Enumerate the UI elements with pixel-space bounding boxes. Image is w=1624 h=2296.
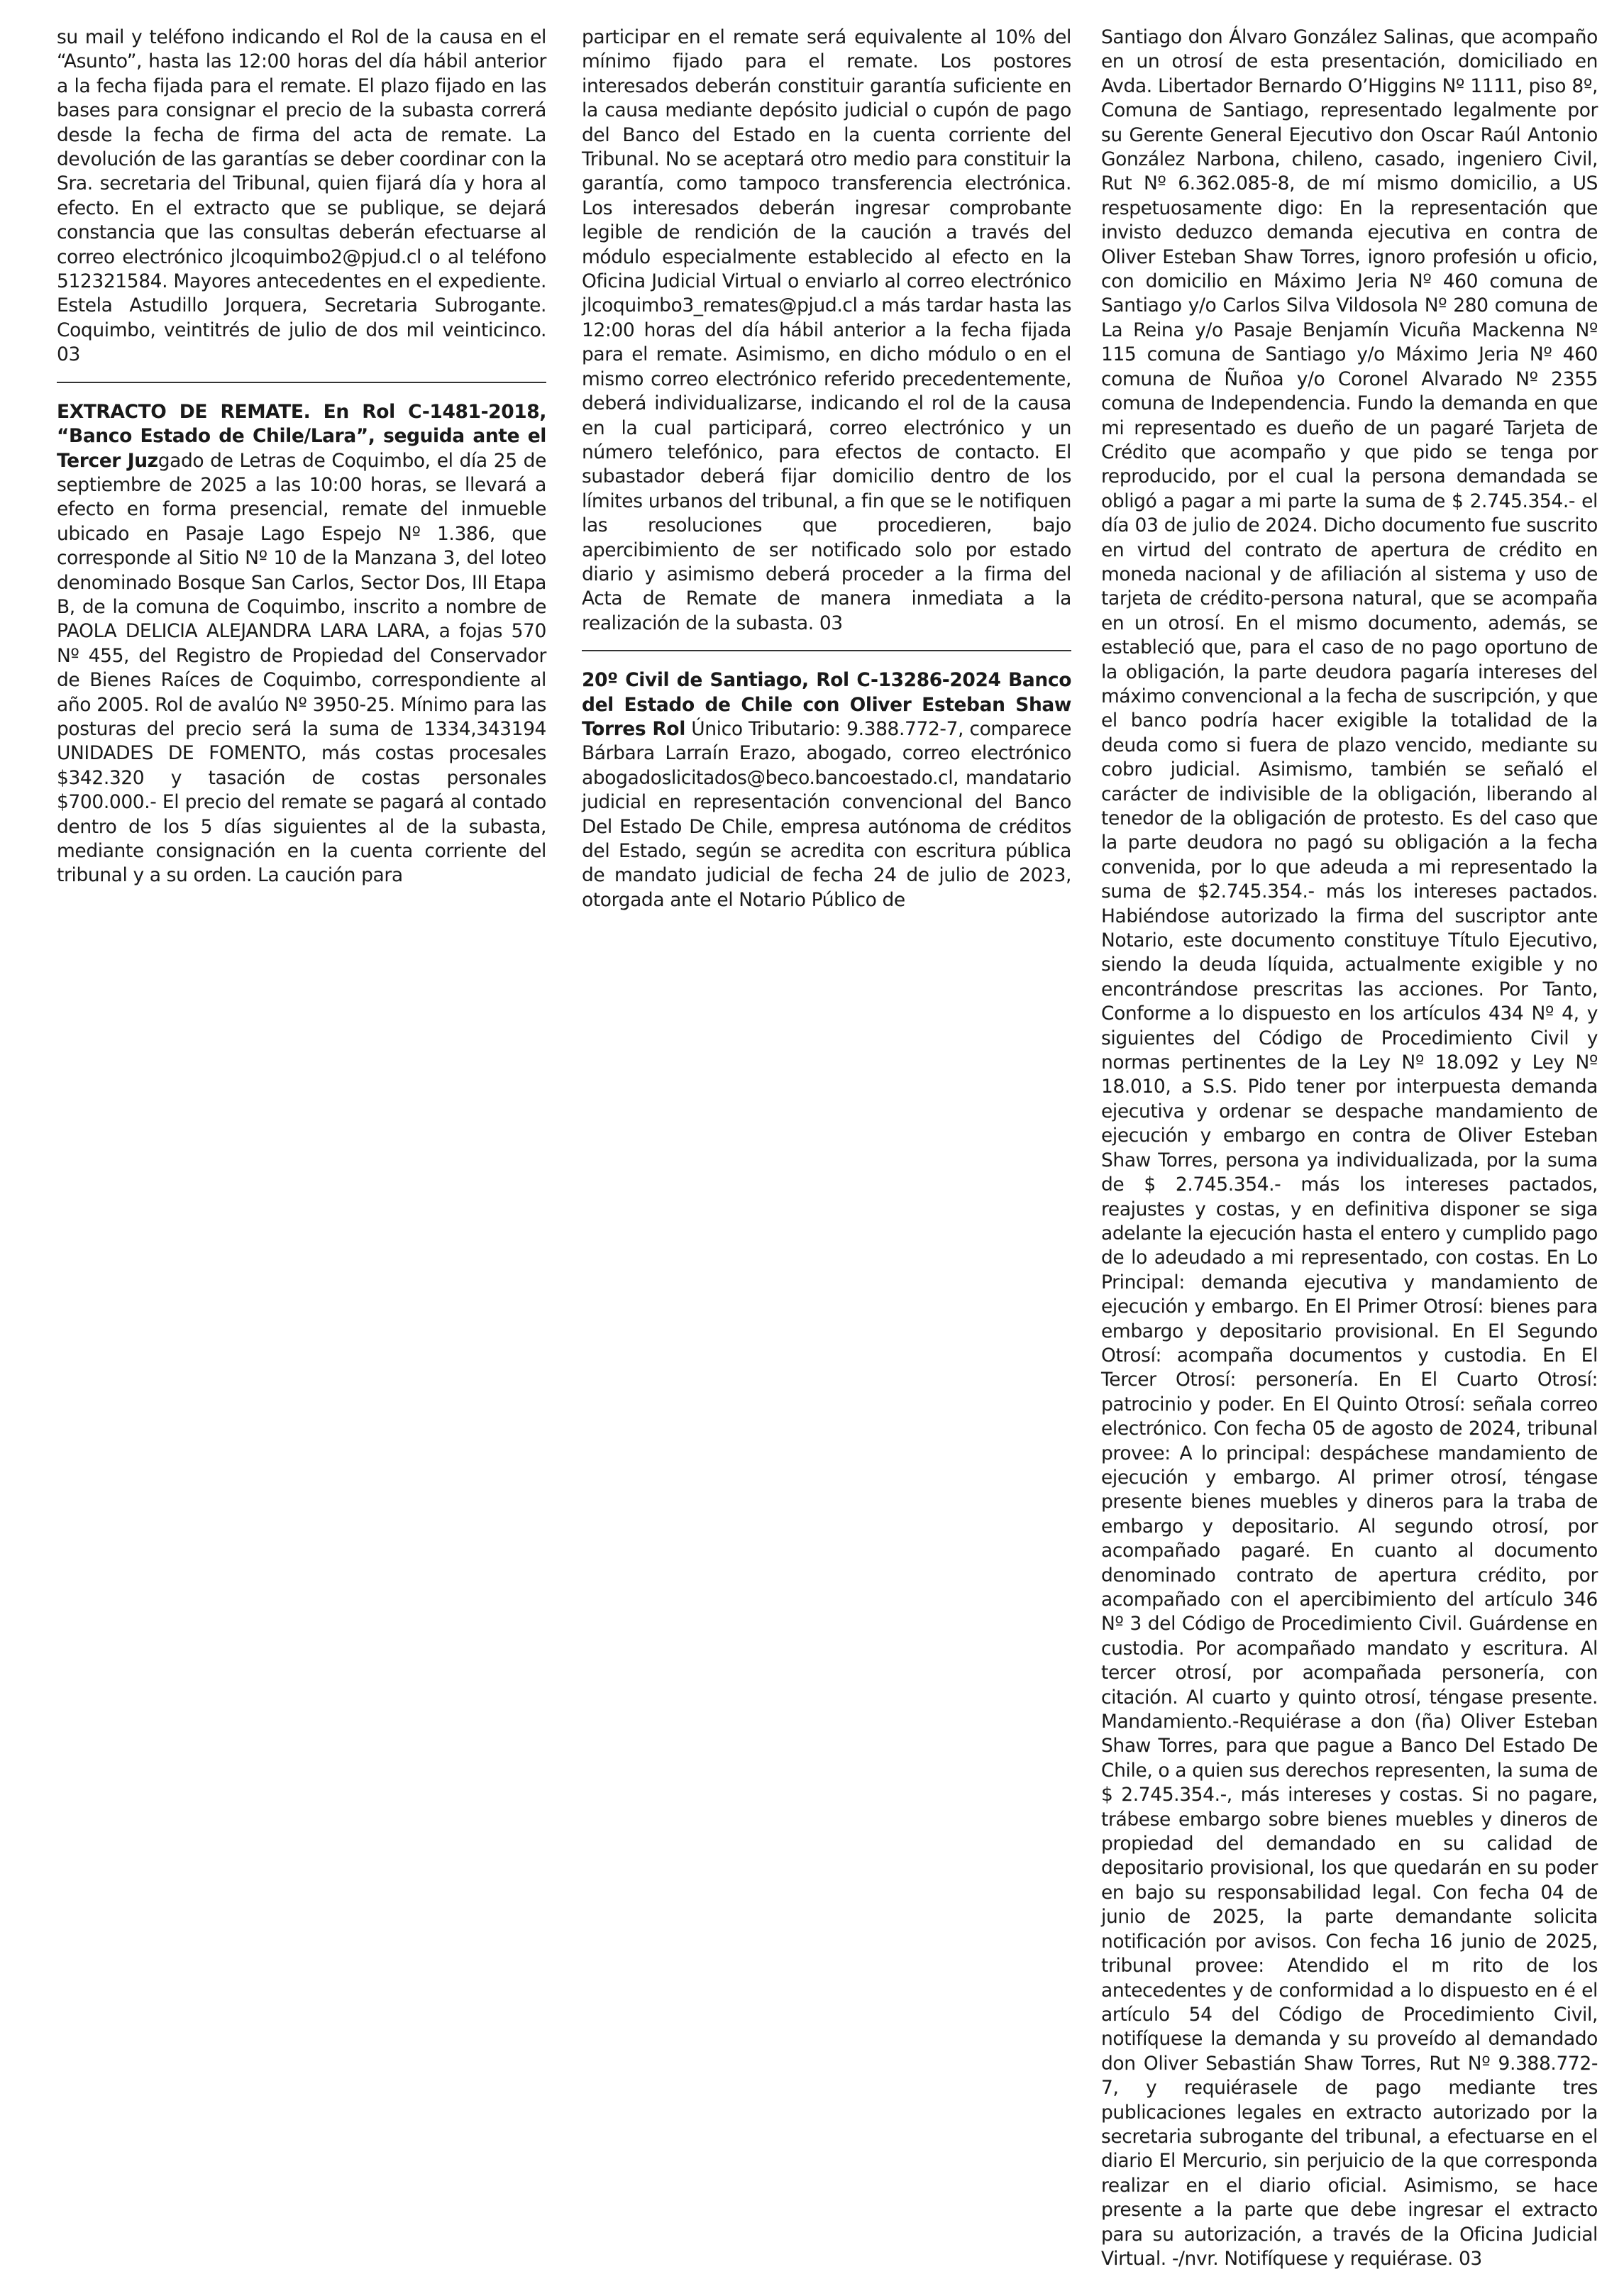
notice-3-continued: Santiago don Álvaro González Salinas, que acompaño en un otrosí de esta presentación, domiciliado en Avda. Libertador Bernardo O’Higgins Nº 1111, piso 8º, Comuna de Santiago, representado legalmente por su Gerente General Ejecutivo don Oscar Raúl Antonio González Narbona, chileno, casado, ingeniero Civil, Rut Nº 6.362.085-8, de mí mismo domicilio, a US respetuosamente digo: En la representación que invisto deduzco demanda ejecutiva en contra de Oliver Esteban Shaw Torres, ignoro profesión u oficio, con domicilio en Máximo Jeria Nº 460 comuna de Santiago y/o Carlos Silva Vildosola Nº 280 comuna de La Reina y/o Pasaje Benjamín Vicuña Mackenna Nº 115 comuna de Santiago y/o Máximo Jeria Nº 460 comuna de Ñuñoa y/o Coronel Alvarado Nº 2355 comuna de Independencia. Fundo la demanda en que mi representado es dueño de un pagaré Tarjeta de Crédito que acompaño y que pido se tenga por reproducido, por el cual la persona demandada se obligó a pagar a mi parte la suma de $ 2.745.354.- el día 03 de julio de 2024. Dicho documento fue suscrito en virtud del contrato de apertura de crédito en moneda nacional y de afiliación al sistema y uso de tarjeta de crédito-persona natural, que se acompaña en un otrosí. En el mismo documento, además, se estableció que, para el caso de no pago oportuno de la obligación, la parte deudora pagaría intereses del máximo convencional a la fecha de suscripción, y que el banco podría hacer exigible la totalidad de la deuda como si fuera de plazo vencido, mediante su cobro judicial. Asimismo, también se señaló el carácter de indivisible de la obligación, liberando al tenedor de la obligación de protesto. Es del caso que la parte deudora no pagó su obligación a la fecha convenida, por lo que adeuda a mi representado la suma de $2.745.354.- más los intereses pactados. Habiéndose autorizado la firma del suscriptor ante Notario, este documento constituye Título Ejecutivo, siendo la deuda líquida, actualmente exigible y no encontrándose prescritas las acciones. Por Tanto, Conforme a lo dispuesto en los artículos 434 Nº 4, y siguientes del Código de Procedimiento Civil y normas pertinentes de la Ley Nº 18.092 y Ley Nº 18.010, a S.S. Pido tener por interpuesta demanda ejecutiva y ordenar se despache mandamiento de ejecución y embargo en contra de Oliver Esteban Shaw Torres, persona ya individualizada, por la suma de $ 2.745.354.- más los intereses pactados, reajustes y costas, y en definitiva disponer se siga adelante la ejecución hasta el entero y cumplido pago de lo adeudado a mi representado, con costas. En Lo Principal: demanda ejecutiva y mandamiento de ejecución y embargo. En El Primer Otrosí: bienes para embargo y depositario provisional. En El Segundo Otrosí: acompaña documentos y custodia. En El Tercer Otrosí: personería. En El Cuarto Otrosí: patrocinio y poder. En El Quinto Otrosí: señala correo electrónico. Con fecha 05 de agosto de 2024, tribunal provee: A lo principal: despáchese mandamiento de ejecución y embargo. Al primer otrosí, téngase presente bienes muebles y dineros para la traba de embargo y depositario. Al segundo otrosí, por acompañado pagaré. En cuanto al documento denominado contrato de apertura crédito, por acompañado con el apercibimiento del artículo 346 Nº 3 del Código de Procedimiento Civil. Guárdense en custodia. Por acompañado mandato y escritura. Al tercer otrosí, por acompañada personería, con citación. Al cuarto y quinto otrosí, téngase presente. Mandamiento.-Requiérase a don (ña) Oliver Esteban Shaw Torres, para que pague a Banco Del Estado De Chile, o a quien sus derechos representen, la suma de $ 2.745.354.-, más intereses y costas. Si no pagare, trábese embargo sobre bienes muebles y dineros de propiedad del demandado en su calidad de depositario provisional, los que quedarán en su poder en bajo su responsabilidad legal. Con fecha 04 de junio de 2025, la parte demandante solicita notificación por avisos. Con fecha 16 junio de 2025, tribunal provee: Atendido el m rito de los antecedentes y de conformidad a lo dispuesto en é el artículo 54 del Código de Procedimiento Civil, notifíquese la demanda y su proveído al demandado don Oliver Sebastián Shaw Torres, Rut Nº 9.388.772-7, y requiérasele de pago mediante tres publicaciones legales en extracto autorizado por la secretaria subrogante del tribunal, a efectuarse en el diario El Mercurio, sin perjuicio de la que corresponda realizar en el diario oficial. Asimismo, se hace presente a la parte que debe ingresar el extracto para su autorización, a través de la Oficina Judicial Virtual. -/nvr. Notifíquese y requiérase. 03 <box>1101 26 1598 2270</box>
notice-2 <box>57 400 546 888</box>
notice-3 <box>582 668 1071 912</box>
notice-divider <box>57 382 546 383</box>
column-1 <box>57 26 546 888</box>
column-2 <box>582 26 1071 912</box>
notice-2-body: gado de Letras de Coquimbo, el día 25 de septiembre de 2025 a las 10:00 horas, se llevará a efecto en forma presencial, remate del inmueble ubicado en Pasaje Lago Espejo Nº 1.386, que corresponde al Sitio Nº 10 de la Manzana 3, del loteo denominado Bosque San Carlos, Sector Dos, III Etapa B, de la comuna de Coquimbo, inscrito a nombre de PAOLA DELICIA ALEJANDRA LARA LARA, a fojas 570 Nº 455, del Registro de Propiedad del Conservador de Bienes Raíces de Coquimbo, correspondiente al año 2005. Rol de avalúo Nº 3950-25. Mínimo para las posturas del precio será la suma de 1334,343194 UNIDADES DE FOMENTO, más costas procesales $342.320 y tasación de costas personales $700.000.- El precio del remate se pagará al contado dentro de los 5 días siguientes al de la subasta, mediante consignación en la cuenta corriente del tribunal y a su orden. La caución para <box>57 449 546 887</box>
notice-3-body: Único Tributario: 9.388.772-7, comparece Bárbara Larraín Erazo, abogado, correo electrónico abogadoslicitados@beco.bancoestado.cl, mandatario judicial en representación convencional del Banco Del Estado De Chile, empresa autónoma de créditos del Estado, según se acredita con escritura pública de mandato judicial de fecha 24 de julio de 2023, otorgada ante el Notario Público de <box>582 717 1071 911</box>
notice-3-heading: 20º Civil de Santiago, Rol C-13286-2024 Banco del Estado de Chile con Oliver Esteban Shaw Torres Rol <box>582 669 1071 740</box>
column-3 <box>1101 26 1598 2271</box>
notice-2-heading: EXTRACTO DE REMATE. En Rol C-1481-2018, “Banco Estado de Chile/Lara”, seguida ante el Tercer Juz <box>57 400 546 472</box>
notice-2-continued: participar en el remate será equivalente al 10% del mínimo fijado para el remate. Los postores interesados deberán constituir garantía suficiente en la causa mediante depósito judicial o cupón de pago del Banco del Estado en la cuenta corriente del Tribunal. No se aceptará otro medio para constituir la garantía, como tampoco transferencia electrónica. Los interesados deberán ingresar comprobante legible de rendición de la caución a través del módulo especialmente establecido al efecto en la Oficina Judicial Virtual o enviarlo al correo electrónico jlcoquimbo3_remates@pjud.cl a más tardar hasta las 12:00 horas del día hábil anterior a la fecha fijada para el remate. Asimismo, en dicho módulo o en el mismo correo electrónico referido precedentemente, deberá individualizarse, indicando el rol de la causa en la cual participará, correo electrónico y un número telefónico, para efectos de contacto. El subastador deberá fijar domicilio dentro de los límites urbanos del tribunal, a fin que se le notifiquen las resoluciones que procedieren, bajo apercibimiento de ser notificado solo por estado diario y asimismo deberá proceder a la firma del Acta de Remate de manera inmediata a la realización de la subasta. 03 <box>582 26 1071 634</box>
notice-divider <box>582 650 1071 651</box>
notice-1-tail: su mail y teléfono indicando el Rol de la causa en el “Asunto”, hasta las 12:00 horas del día hábil anterior a la fecha fijada para el remate. El plazo fijado en las bases para consignar el precio de la subasta correrá desde la fecha de firma del acta de remate. La devolución de las garantías se deber coordinar con la Sra. secretaria del Tribunal, quien fijará día y hora al efecto. En el extracto que se publique, se dejará constancia que las consultas deberán efectuarse al correo electrónico jlcoquimbo2@pjud.cl o al teléfono 512321584. Mayores antecedentes en el expediente. Estela Astudillo Jorquera, Secretaria Subrogante. Coquimbo, veintitrés de julio de dos mil veinticinco. 03 <box>57 26 546 366</box>
